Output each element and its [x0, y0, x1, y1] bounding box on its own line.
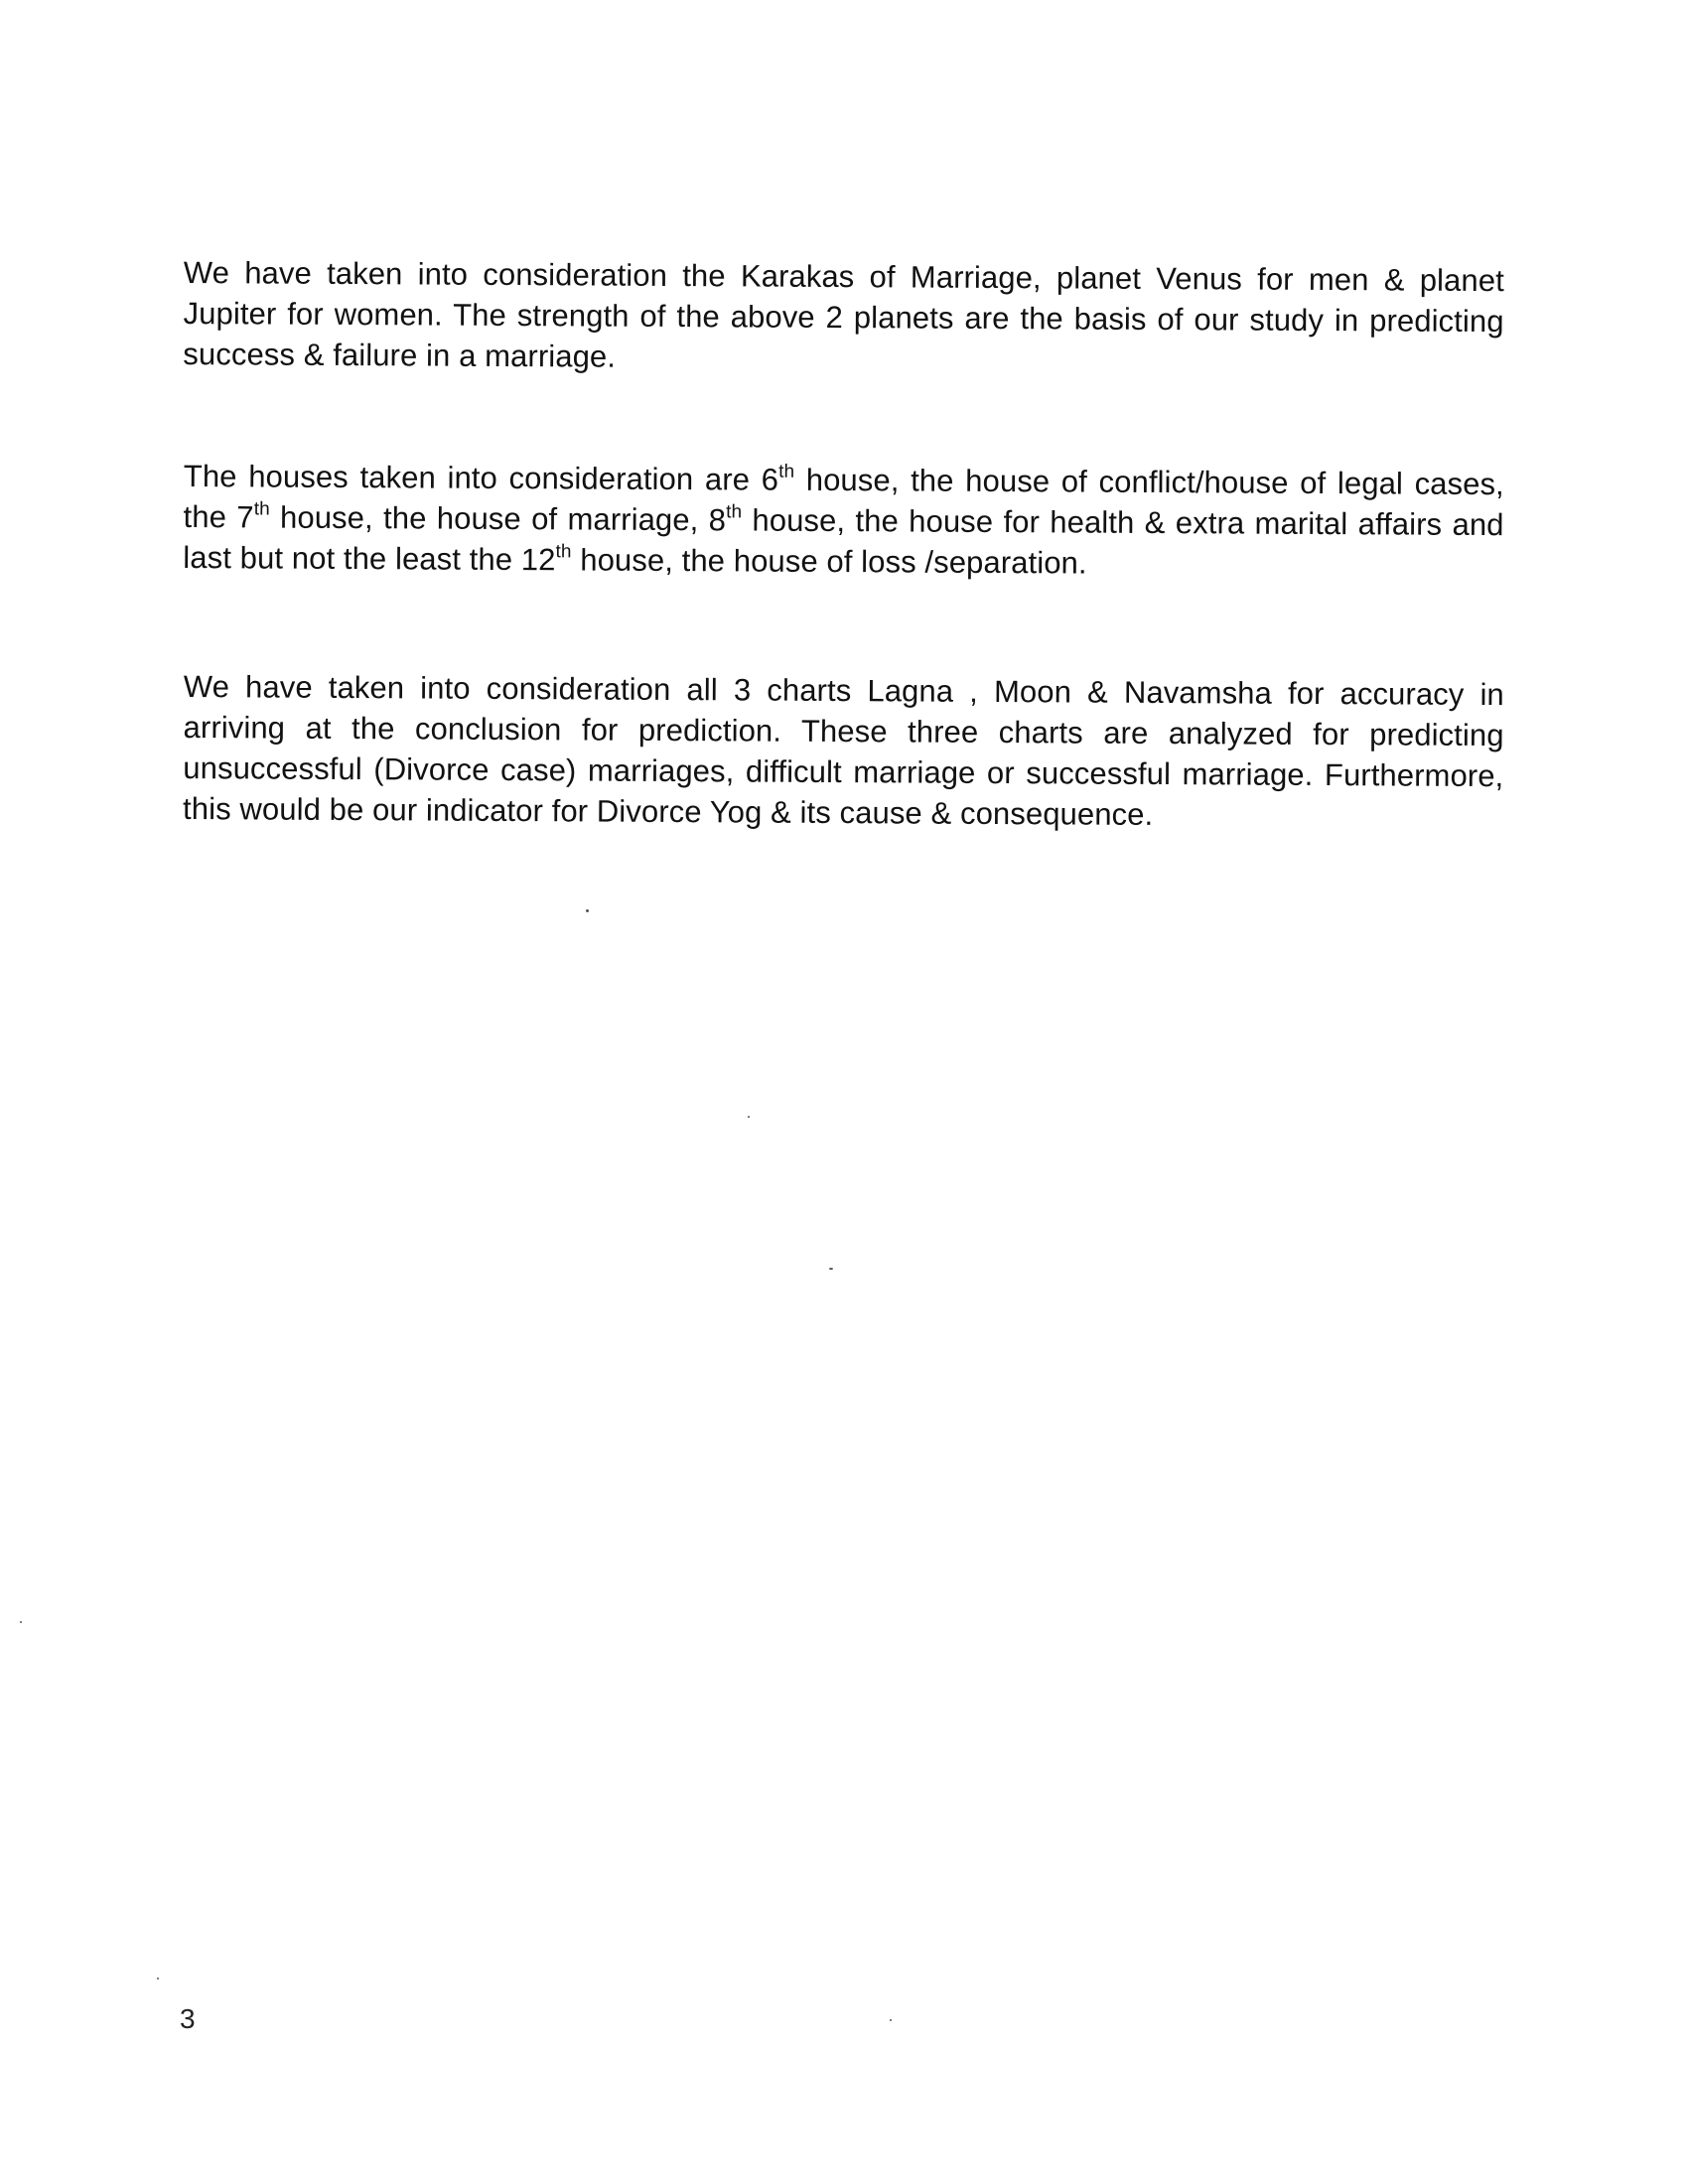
paragraph-text: house, the house of loss /separation.	[571, 542, 1087, 581]
ordinal-suffix: th	[726, 501, 743, 523]
scan-speck	[20, 1621, 22, 1623]
paragraph-charts	[183, 666, 1504, 837]
paragraph-text: We have taken into consideration the Karakas of Marriage, planet Venus for men & planet Jupiter for women. The strength of the above 2 planets are the basis of our study in predicting success & failure in a marriage.	[183, 254, 1504, 374]
scan-speck	[829, 1268, 833, 1270]
ordinal-suffix: th	[778, 461, 795, 482]
scan-speck	[586, 909, 589, 912]
ordinal-suffix: th	[253, 498, 270, 520]
scan-speck	[157, 1978, 159, 1979]
paragraph-text: house, the house for health & extra marital affairs and last but not the least the 12	[183, 502, 1504, 578]
scan-speck	[890, 2019, 892, 2021]
paragraph-houses	[183, 456, 1504, 586]
ordinal-suffix: th	[555, 540, 572, 563]
paragraph-text: house, the house of conflict/house of legal cases, the 7	[183, 462, 1504, 535]
paragraph-text: We have taken into consideration all 3 charts Lagna , Moon & Navamsha for accuracy in arriving at the conclusion for prediction. These three charts are analyzed for predicting unsuccessful (Divorce case) marriages, difficult marriage or successful marriage. Furthermore, this would be our indicator for Divorce Yog & its cause & consequence.	[183, 668, 1504, 832]
paragraph-text: house, the house of marriage, 8	[269, 499, 727, 538]
page-number: 3	[180, 2003, 196, 2034]
scan-speck	[748, 1116, 750, 1118]
paragraph-karakas	[183, 252, 1504, 382]
paragraph-text: The houses taken into consideration are 6	[183, 458, 779, 497]
